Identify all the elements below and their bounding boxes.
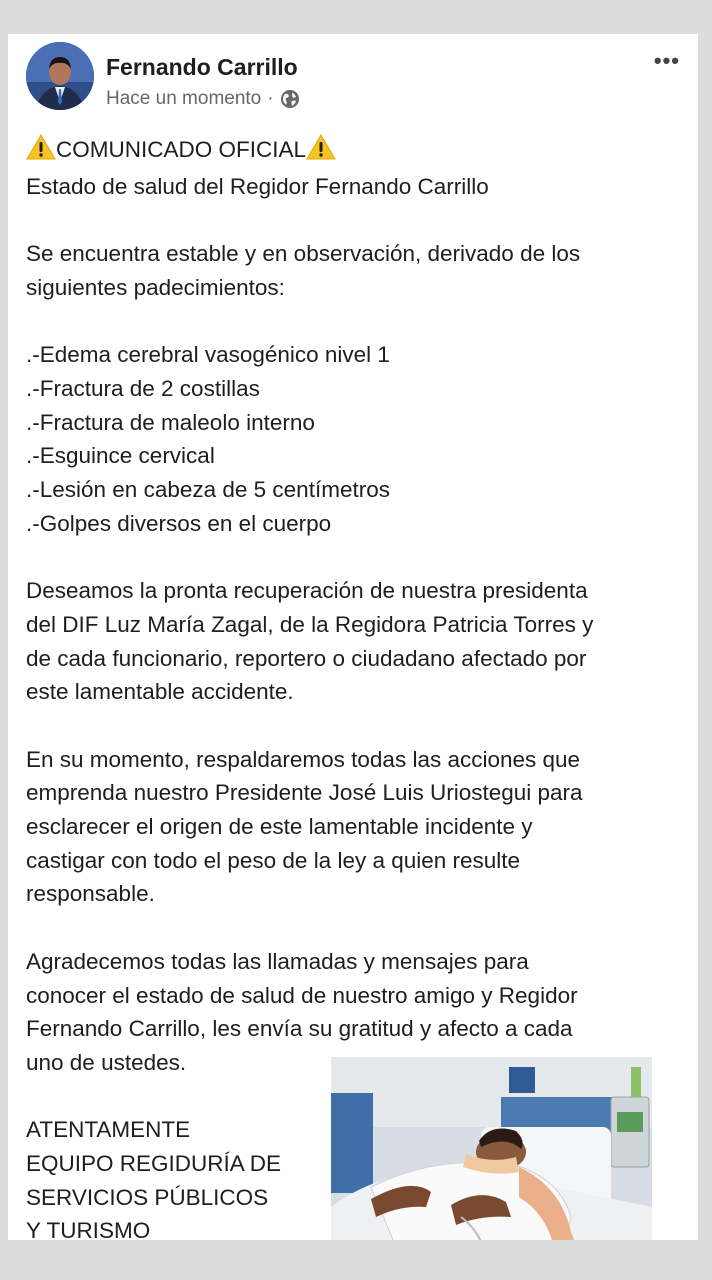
signature-line: ATENTAMENTE — [26, 1117, 191, 1143]
post-card — [8, 34, 698, 1240]
paragraph-line: Fernando Carrillo, les envía su gratitud y afecto a cada — [26, 1016, 573, 1042]
paragraph-line: del DIF Luz María Zagal, de la Regidora Patricia Torres y — [26, 611, 594, 637]
signature-line: Y TURISMO — [26, 1218, 151, 1240]
meta-separator: · — [267, 88, 274, 109]
paragraph-line: de cada funcionario, reportero o ciudadano afectado por — [26, 645, 587, 671]
warning-icon — [306, 134, 336, 170]
paragraph-line: En su momento, respaldaremos todas las acciones que — [26, 746, 581, 772]
hospital-photo[interactable] — [331, 1057, 652, 1240]
condition-item: .-Lesión en cabeza de 5 centímetros — [26, 477, 390, 502]
heading-text: COMUNICADO OFICIAL — [56, 137, 307, 162]
condition-item: .-Esguince cervical — [26, 443, 215, 469]
more-options-button[interactable]: ••• — [653, 48, 680, 73]
globe-icon[interactable] — [280, 89, 300, 109]
paragraph-line: emprenda nuestro Presidente José Luis Uriostegui para — [26, 780, 583, 806]
paragraph-line: uno de ustedes. — [26, 1049, 187, 1075]
post-meta — [106, 88, 300, 110]
condition-item: .-Fractura de maleolo interno — [26, 409, 315, 435]
condition-item: .-Edema cerebral vasogénico nivel 1 — [26, 342, 390, 368]
paragraph-line: conocer el estado de salud de nuestro amigo y Regidor — [26, 982, 578, 1008]
paragraph-line: castigar con todo el peso de la ley a quien resulte — [26, 847, 521, 873]
intro-line: Se encuentra estable y en observación, derivado de los — [26, 241, 581, 267]
paragraph-line: este lamentable accidente. — [26, 679, 294, 705]
paragraph-line: responsable. — [26, 881, 155, 907]
post-heading — [26, 133, 686, 170]
intro-line: siguientes padecimientos: — [26, 274, 285, 300]
paragraph-line: Agradecemos todas las llamadas y mensajes para — [26, 948, 529, 974]
paragraph-line: esclarecer el origen de este lamentable incidente y — [26, 814, 533, 839]
author-name[interactable]: Fernando Carrillo — [106, 54, 298, 80]
condition-item: .-Golpes diversos en el cuerpo — [26, 510, 332, 536]
paragraph-line: Deseamos la pronta recuperación de nuestra presidenta — [26, 578, 588, 604]
post-subheading: Estado de salud del Regidor Fernando Carrillo — [26, 173, 489, 199]
condition-item: .-Fractura de 2 costillas — [26, 375, 260, 401]
warning-icon — [26, 134, 56, 170]
avatar[interactable] — [26, 42, 94, 110]
signature-line: SERVICIOS PÚBLICOS — [26, 1184, 269, 1210]
signature-line: EQUIPO REGIDURÍA DE — [26, 1151, 282, 1176]
post-time[interactable]: Hace un momento — [106, 88, 262, 109]
